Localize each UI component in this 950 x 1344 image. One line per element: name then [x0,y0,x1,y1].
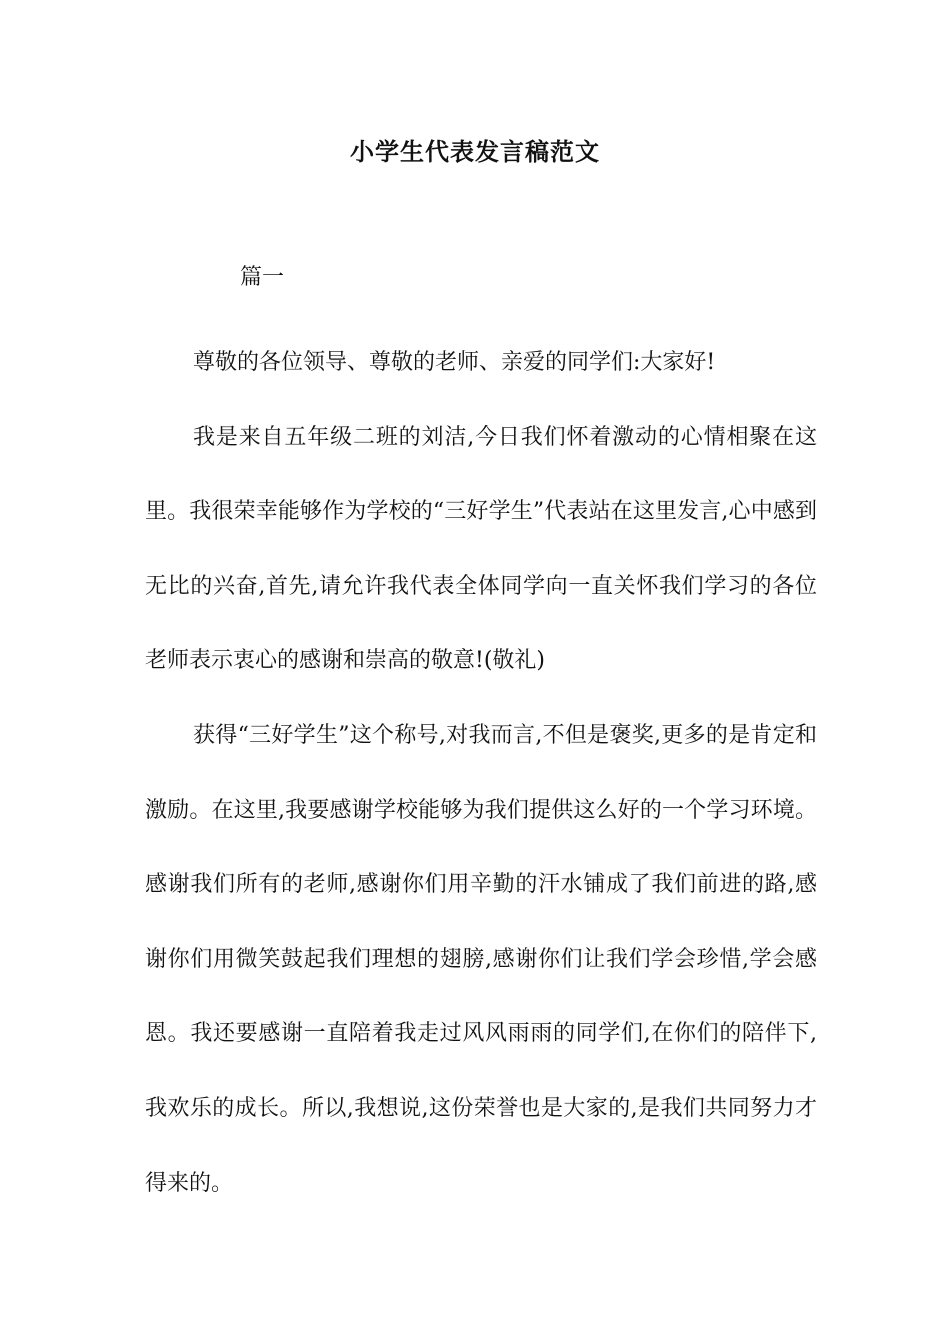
section-label: 篇一 [240,265,285,290]
paragraph-gratitude: 获得“三好学生”这个称号,对我而言,不但是褒奖,更多的是肯定和激励。在这里,我要感谢学校能够为我们提供这么好的一个学习环境。感谢我们所有的老师,感谢你们用辛勤的汗水铺成了我们前进的路,感谢你们用微笑鼓起我们理想的翅膀,感谢你们让我们学会珍惜,学会感恩。我还要感谢一直陪着我走过风风雨雨的同学们,在你们的陪伴下,我欢乐的成长。所以,我想说,这份荣誉也是大家的,是我们共同努力才得来的。 [145,722,817,1196]
paragraph-introduction: 我是来自五年级二班的刘洁,今日我们怀着激动的心情相聚在这里。我很荣幸能够作为学校的“三好学生”代表站在这里发言,心中感到无比的兴奋,首先,请允许我代表全体同学向一直关怀我们学习的各位老师表示衷心的感谢和崇高的敬意!(敬礼) [145,424,817,674]
document-title: 小学生代表发言稿范文 [350,137,600,166]
document-body [145,326,817,1221]
paragraph-greeting: 尊敬的各位领导、尊敬的老师、亲爱的同学们:大家好! [193,350,716,375]
